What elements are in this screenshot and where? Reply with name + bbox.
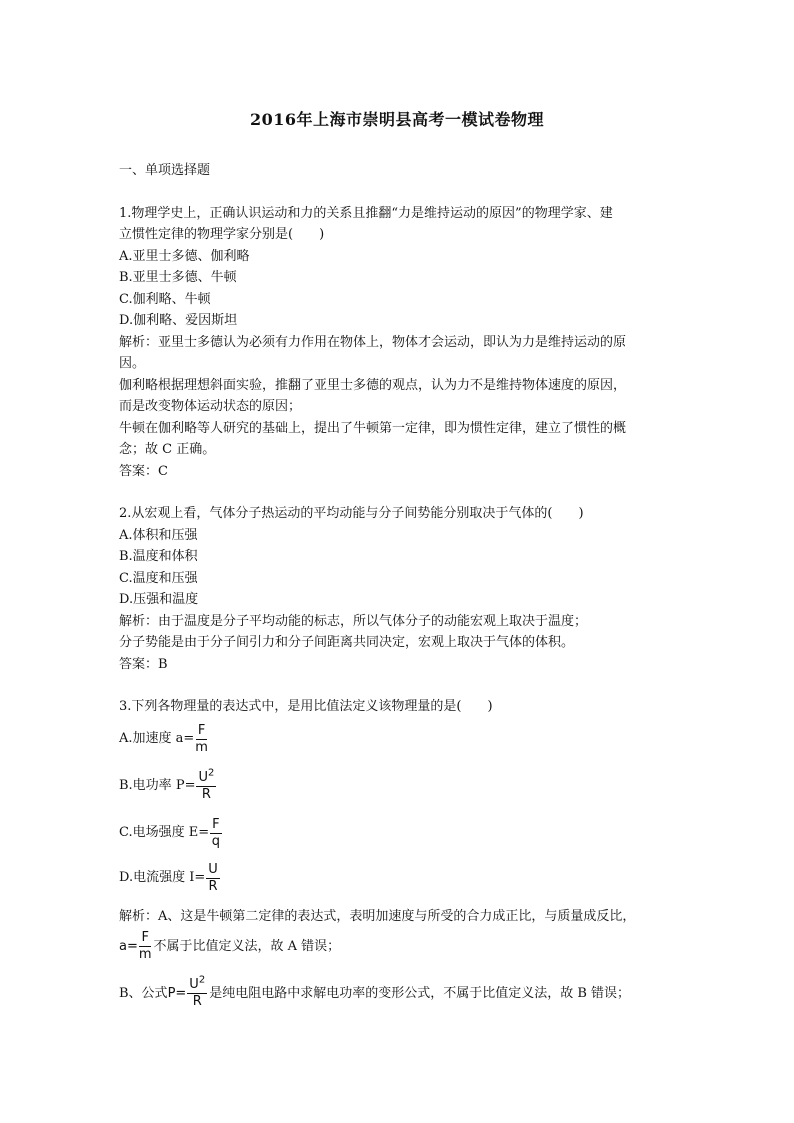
question-1-stem-line-1: 1.物理学史上，正确认识运动和力的关系且推翻“力是维持运动的原因”的物理学家、建: [119, 205, 613, 221]
option-a-fraction: [195, 724, 208, 755]
question-3-stem: 3.下列各物理量的表达式中，是用比值法定义该物理量的是( ): [119, 699, 493, 714]
section-heading: 一、单项选择题: [119, 163, 211, 178]
analysis-b-fraction: [187, 974, 207, 1009]
numerator-exponent: 2: [207, 767, 215, 779]
analysis-a-text: 不属于比值定义法，故 A 错误；: [153, 938, 341, 954]
fraction-denominator: q: [211, 833, 221, 849]
document-title: 2016年上海市崇明县高考一模试卷物理: [249, 110, 545, 129]
numerator-exponent: 2: [198, 974, 206, 986]
question-3: [119, 696, 679, 1009]
question-2: [119, 503, 679, 675]
question-3-analysis-a-line-2: [119, 931, 679, 962]
fraction-denominator: R: [201, 786, 211, 802]
question-1-analysis-line: 伽利略根据理想斜面实验，推翻了亚里士多德的观点，认为力不是维持物体速度的原因，: [119, 377, 627, 393]
fraction-numerator: F: [197, 722, 206, 738]
question-1-analysis-line: 牛顿在伽利略等人研究的基础上，提出了牛顿第一定律，即为惯性定律，建立了惯性的概: [119, 420, 627, 436]
fraction-numerator: F: [141, 930, 149, 945]
analysis-b-text: 是纯电阻电路中求解电功率的变形公式，不属于比值定义法，故 B 错误；: [209, 985, 631, 1001]
question-2-analysis-line: 解析：由于温度是分子平均动能的标志，所以气体分子的动能宏观上取决于温度；: [119, 613, 588, 629]
numerator-base: U: [189, 977, 199, 992]
analysis-b-prefix: B、公式: [119, 985, 168, 1001]
fraction-denominator: m: [195, 739, 208, 755]
question-1-option-b: B.亚里士多德、牛顿: [119, 270, 237, 285]
question-1-option-a: A.亚里士多德、伽利略: [119, 248, 250, 264]
fraction-denominator: R: [192, 994, 202, 1009]
question-1-analysis-line: 因。: [119, 356, 146, 371]
question-1-stem-line-2: 立惯性定律的物理学家分别是( ): [119, 227, 325, 242]
question-1-analysis-line: 而是改变物体运动状态的原因；: [119, 399, 302, 414]
formula-lhs: P=: [167, 985, 187, 1001]
formula-lhs: a=: [119, 938, 138, 954]
question-1-analysis-line: 念；故 C 正确。: [119, 442, 216, 457]
question-1-answer: 答案：C: [119, 463, 168, 479]
option-b-fraction: [196, 767, 216, 802]
option-c-fraction: [210, 818, 221, 849]
question-3-option-a: [119, 724, 679, 755]
question-1-option-d: D.伽利略、爱因斯坦: [119, 313, 238, 328]
question-3-option-c: [119, 818, 679, 849]
fraction-denominator: R: [208, 878, 218, 894]
option-a-label: A.加速度 a=: [119, 731, 195, 747]
question-2-option-c: C.温度和压强: [119, 570, 198, 586]
question-3-analysis-b: [119, 974, 679, 1009]
fraction-numerator: [196, 767, 216, 787]
question-2-option-a: A.体积和压强: [119, 527, 198, 543]
option-c-label: C.电场强度 E=: [119, 825, 210, 841]
numerator-base: U: [198, 769, 208, 785]
question-2-answer: 答案：B: [119, 656, 168, 672]
fraction-numerator: [187, 974, 207, 994]
question-2-option-d: D.压强和温度: [119, 592, 199, 607]
question-3-option-d: [119, 863, 679, 894]
option-d-fraction: [206, 863, 220, 894]
option-b-label: B.电功率 P=: [119, 778, 196, 794]
question-3-analysis-a-line-1: 解析：A、这是牛顿第二定律的表达式，表明加速度与所受的合力成正比，与质量成反比，: [119, 908, 636, 924]
question-2-stem: 2.从宏观上看，气体分子热运动的平均动能与分子间势能分别取决于气体的( ): [119, 506, 584, 521]
fraction-numerator: U: [208, 861, 218, 877]
analysis-a-fraction: [139, 931, 152, 962]
question-1-option-c: C.伽利略、牛顿: [119, 291, 211, 307]
option-d-label: D.电流强度 I=: [119, 870, 206, 886]
document-body: [119, 160, 679, 1009]
question-3-option-b: [119, 767, 679, 802]
question-1: [119, 203, 679, 483]
fraction-numerator: F: [212, 816, 220, 832]
question-2-analysis-line: 分子势能是由于分子间引力和分子间距离共同决定，宏观上取决于气体的体积。: [119, 635, 575, 650]
fraction-denominator: m: [138, 947, 152, 962]
question-2-option-b: B.温度和体积: [119, 549, 198, 564]
question-1-analysis-line: 解析：亚里士多德认为必须有力作用在物体上，物体才会运动，即认为力是维持运动的原: [119, 334, 627, 350]
